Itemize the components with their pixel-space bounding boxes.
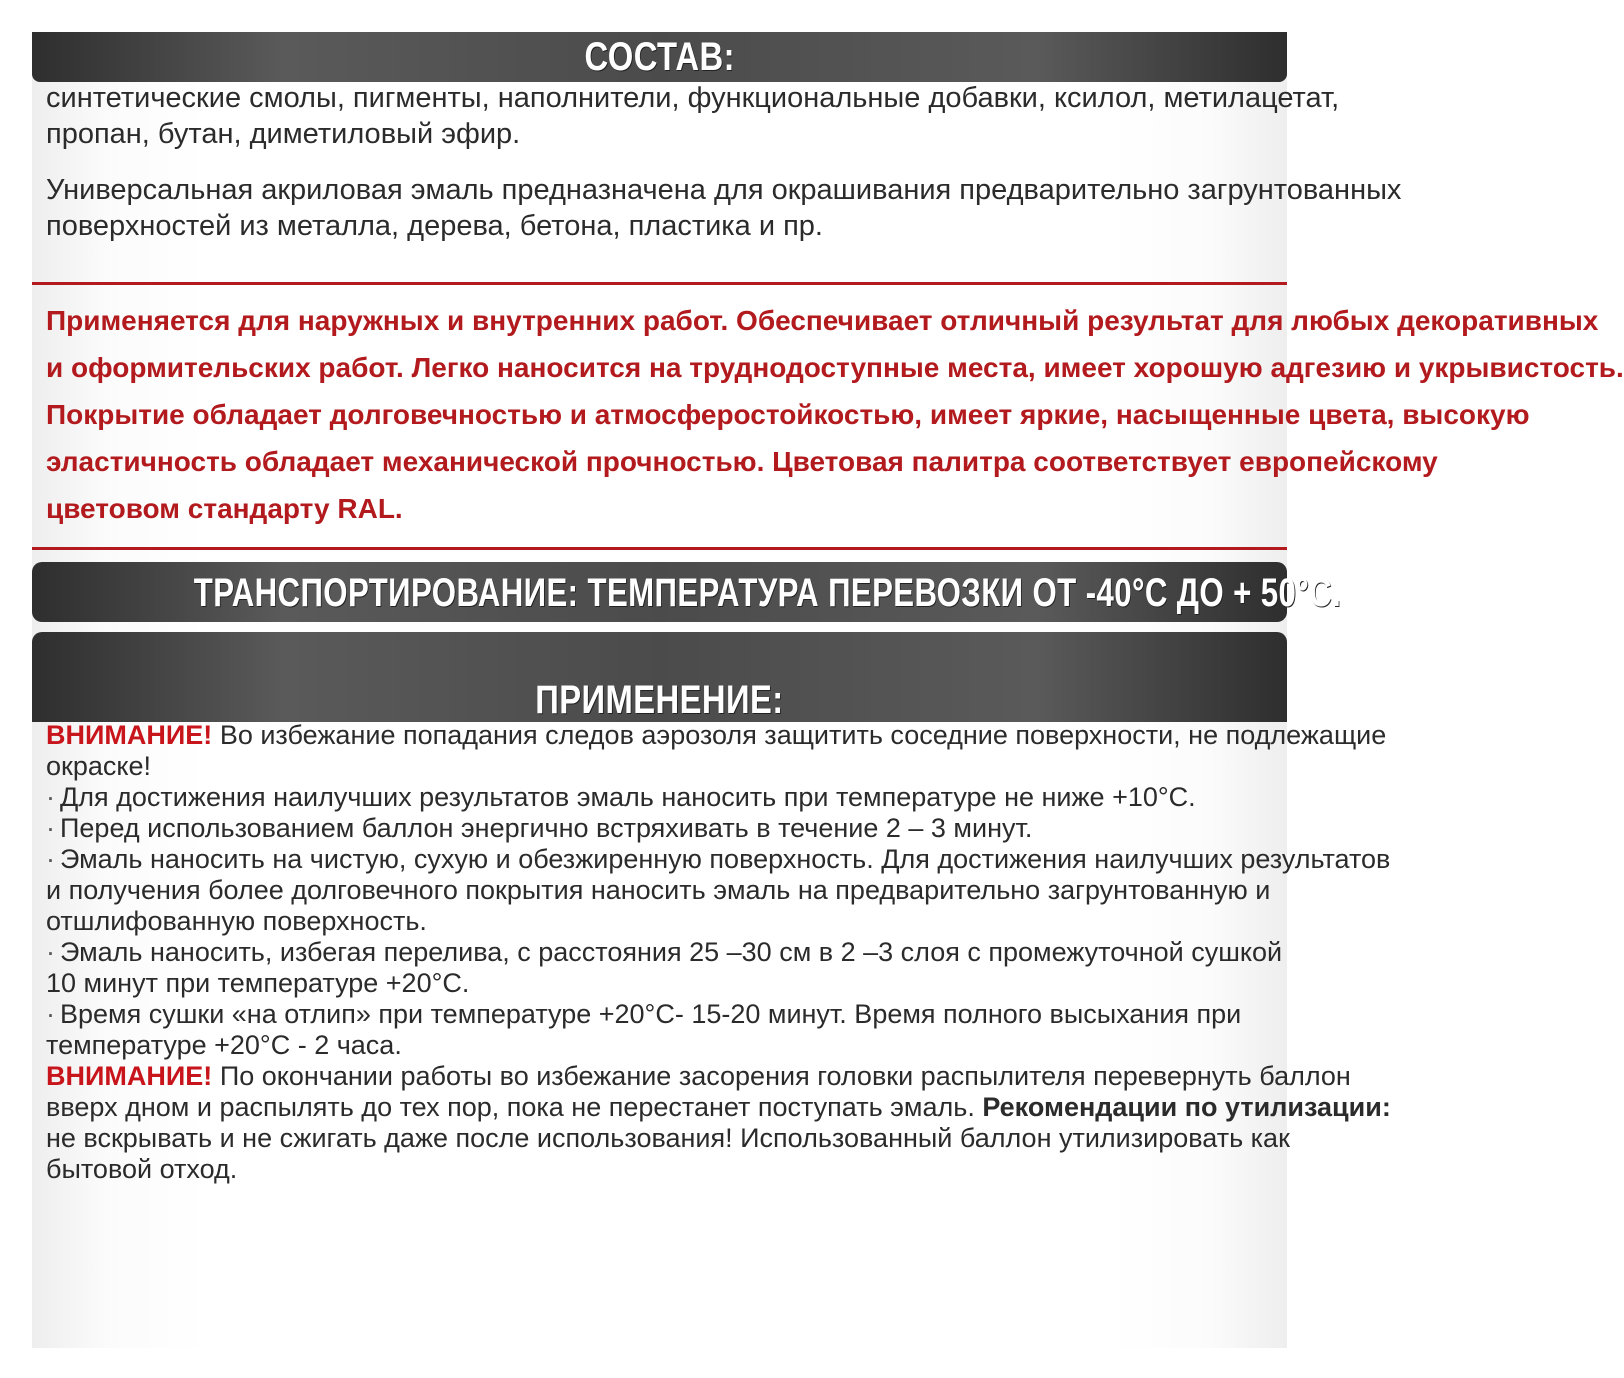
- composition-header: [32, 32, 1287, 82]
- product-description: [46, 172, 1402, 244]
- bullet-marker: ·: [46, 937, 55, 967]
- bullet-item: [46, 813, 1271, 844]
- warning-text: Во избежание попадания следов аэрозоля защитить соседние поверхности, не подлежащие: [212, 720, 1387, 750]
- recycle-label: Рекомендации по утилизации:: [982, 1092, 1391, 1122]
- bullet-text: Эмаль наносить, избегая перелива, с расстояния 25 –30 см в 2 –3 слоя с промежуточной сушкой: [60, 937, 1283, 967]
- bullet-item: [46, 937, 1283, 968]
- bullet-text: Время сушки «на отлип» при температуре +20°С- 15-20 минут. Время полного высыхания при: [60, 999, 1242, 1029]
- promo-line: и оформительских работ. Легко наносится на труднодоступные места, имеет хорошую адгезию и укрывистость.: [46, 352, 1624, 383]
- warning-line: [46, 1061, 1351, 1092]
- transport-banner: [32, 562, 1342, 622]
- promo-line: Покрытие обладает долговечностью и атмосферостойкостью, имеет яркие, насыщенные цвета, высокую: [46, 399, 1530, 430]
- red-divider-top: [32, 282, 1287, 285]
- composition-title: СОСТАВ:: [584, 35, 735, 79]
- bullet-item: [46, 999, 1271, 1030]
- bullet-marker: ·: [46, 813, 55, 843]
- bullet-marker: ·: [46, 999, 55, 1029]
- bullet-text: Для достижения наилучших результатов эмаль наносить при температуре не ниже +10°С.: [60, 782, 1196, 812]
- bullet-continuation: отшлифованную поверхность.: [46, 906, 427, 936]
- warning-line: окраске!: [46, 751, 151, 781]
- warning-line: [46, 1092, 1391, 1123]
- composition-line: синтетические смолы, пигменты, наполнители, функциональные добавки, ксилол, метилацетат,: [46, 82, 1340, 114]
- red-divider-bottom: [32, 547, 1287, 550]
- warning-label: ВНИМАНИЕ!: [46, 720, 213, 750]
- bullet-marker: ·: [46, 782, 55, 812]
- bullet-continuation: температуре +20°С - 2 часа.: [46, 1030, 402, 1060]
- application-header: [32, 632, 1287, 722]
- bullet-continuation: 10 минут при температуре +20°С.: [46, 968, 470, 998]
- application-title: ПРИМЕНЕНИЕ:: [535, 678, 784, 722]
- warning-line: не вскрывать и не сжигать даже после использования! Использованный баллон утилизировать как: [46, 1123, 1290, 1153]
- bullet-item: [46, 782, 1271, 813]
- composition-line: пропан, бутан, диметиловый эфир.: [46, 118, 521, 150]
- transport-text: ТРАНСПОРТИРОВАНИЕ: ТЕМПЕРАТУРА ПЕРЕВОЗКИ ОТ -40°С ДО + 50°С.: [193, 571, 1342, 615]
- bullet-continuation: и получения более долговечного покрытия наносить эмаль на предварительно загрунтованную и: [46, 875, 1271, 905]
- promo-text: [46, 297, 1624, 532]
- bullet-text: Эмаль наносить на чистую, сухую и обезжиренную поверхность. Для достижения наилучших результатов: [60, 844, 1391, 874]
- promo-line: цветовом стандарту RAL.: [46, 493, 403, 524]
- warning-line: бытовой отход.: [46, 1154, 238, 1184]
- composition-text: [46, 80, 1340, 152]
- bullet-item: [46, 844, 1391, 875]
- warning-label: ВНИМАНИЕ!: [46, 1061, 213, 1091]
- warning-text: По окончании работы во избежание засорения головки распылителя перевернуть баллон: [212, 1061, 1351, 1091]
- label-panel: [32, 32, 1624, 1348]
- promo-line: Применяется для наружных и внутренних работ. Обеспечивает отличный результат для любых декоративных: [46, 305, 1599, 336]
- bullet-text: Перед использованием баллон энергично встряхивать в течение 2 – 3 минут.: [60, 813, 1033, 843]
- warning-text: вверх дном и распылять до тех пор, пока не перестанет поступать эмаль.: [46, 1092, 983, 1122]
- promo-line: эластичность обладает механической прочностью. Цветовая палитра соответствует европейскому: [46, 446, 1438, 477]
- application-text: [46, 720, 1391, 1185]
- description-line: Универсальная акриловая эмаль предназначена для окрашивания предварительно загрунтованных: [46, 174, 1402, 206]
- description-line: поверхностей из металла, дерева, бетона, пластика и пр.: [46, 210, 823, 242]
- bullet-marker: ·: [46, 844, 55, 874]
- warning-line: [46, 720, 1387, 751]
